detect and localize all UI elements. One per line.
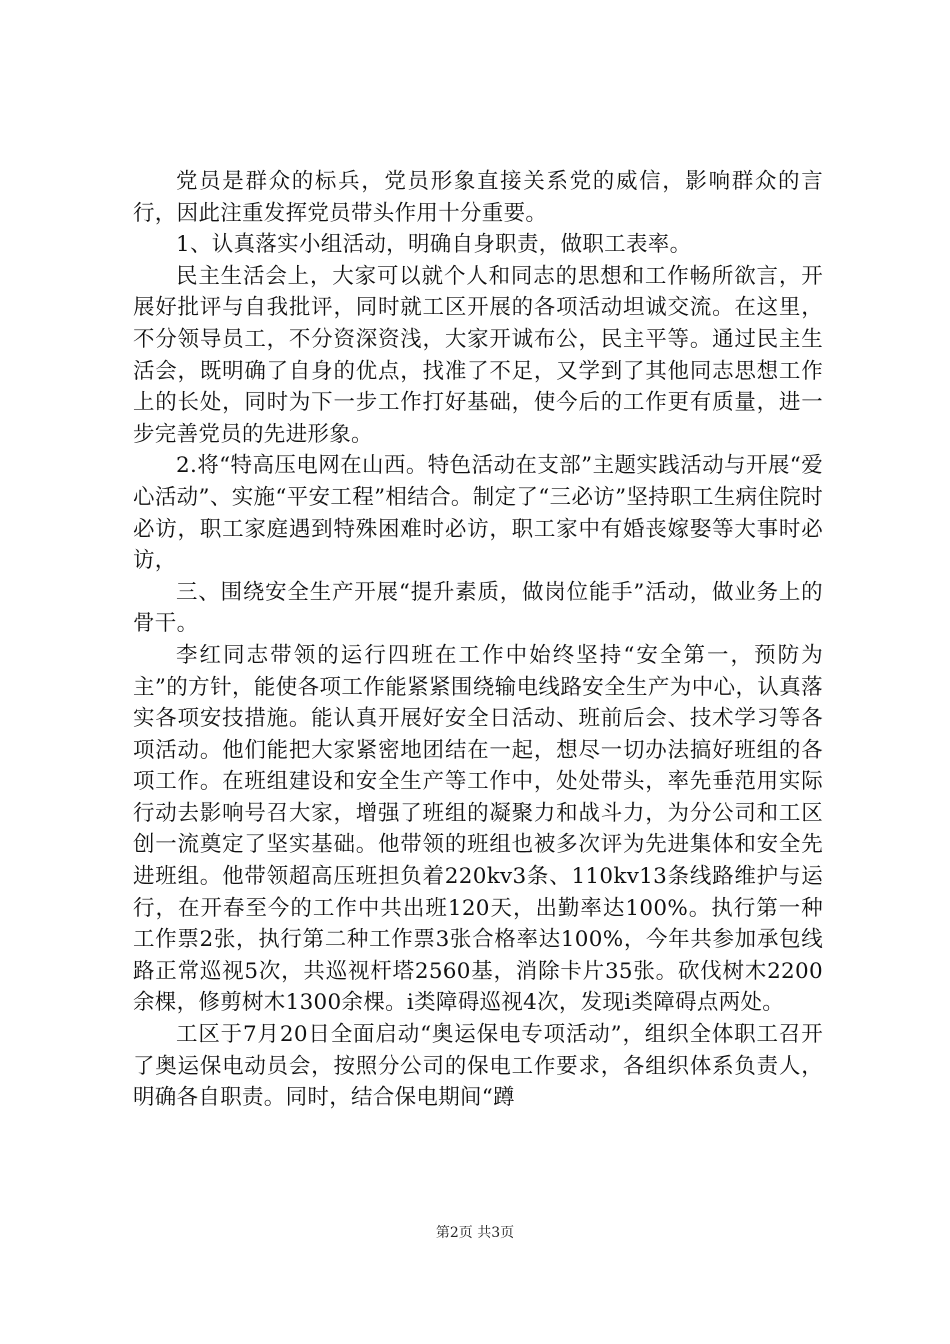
paragraph-team-achievements: 李红同志带领的运行四班在工作中始终坚持“安全第一，预防为主”的方针，能使各项工作能紧紧围绕输电线路安全生产为中心，认真落实各项安技措施。能认真开展好安全日活动、班前后会、技术学习等各项活动。他们能把大家紧密地团结在一起，想尽一切办法搞好班组的各项工作。在班组建设和安全生产等工作中，处处带头，率先垂范用实际行动去影响号召大家，增强了班组的凝聚力和战斗力，为分公司和工区创一流奠定了坚实基础。他带领的班组也被多次评为先进集体和安全先进班组。他带领超高压班担负着220kv3条、110kv13条线路维护与运行，在开春至今的工作中共出班120天，出勤率达100%。执行第一种工作票2张，执行第二种工作票3张合格率达100%，今年共参加承包线路正常巡视5次，共巡视杆塔2560基，消除卡片35张。砍伐树木2200余棵，修剪树木1300余棵。i类障碍巡视4次，发现i类障碍点两处。 <box>133 642 823 1016</box>
paragraph-section-3-heading: 三、围绕安全生产开展“提升素质，做岗位能手”活动，做业务上的骨干。 <box>133 579 823 637</box>
paragraph-party-member-role: 党员是群众的标兵，党员形象直接关系党的威信，影响群众的言行，因此注重发挥党员带头作用十分重要。 <box>133 169 823 226</box>
paragraph-item-2-practice: 2.将“特高压电网在山西。特色活动在支部”主题实践活动与开展“爱心活动”、实施“平安工程”相结合。制定了“三必访”坚持职工生病住院时必访，职工家庭遇到特殊困难时必访，职工家中有婚丧嫁娶等大事时必访， <box>133 453 823 574</box>
page-number-footer: 第2页 共3页 <box>435 1225 515 1241</box>
paragraph-olympic-power-activity: 工区于7月20日全面启动“奥运保电专项活动”，组织全体职工召开了奥运保电动员会，按照分公司的保电工作要求，各组织体系负责人，明确各自职责。同时，结合保电期间“蹲 <box>133 1022 823 1111</box>
paragraph-democratic-meeting: 民主生活会上，大家可以就个人和同志的思想和工作畅所欲言，开展好批评与自我批评，同时就工区开展的各项活动坦诚交流。在这里，不分领导员工，不分资深资浅，大家开诚布公，民主平等。通过民主生活会，既明确了自身的优点，找准了不足，又学到了其他同志思想工作上的长处，同时为下一步工作打好基础，使今后的工作更有质量，进一步完善党员的先进形象。 <box>133 263 823 447</box>
document-body <box>133 166 823 1114</box>
paragraph-item-1-heading: 1、认真落实小组活动，明确自身职责，做职工表率。 <box>176 232 692 258</box>
